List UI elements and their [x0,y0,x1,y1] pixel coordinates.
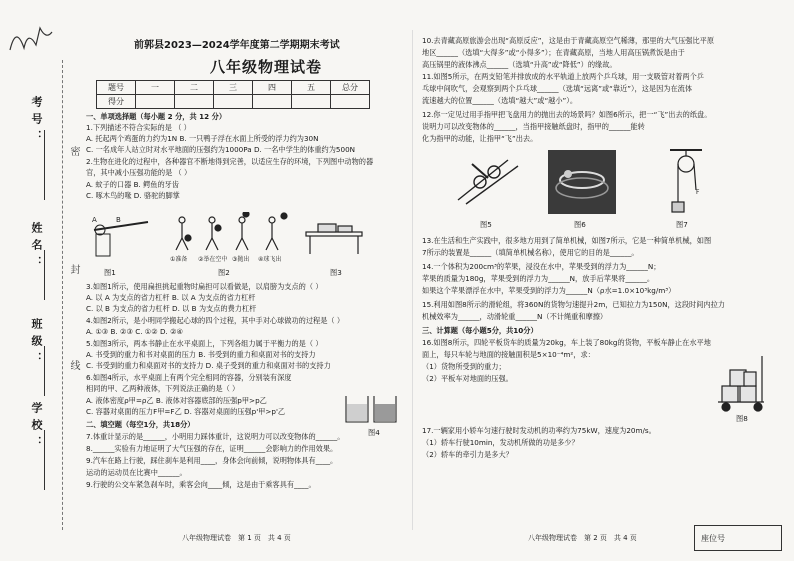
question-line: 2.生物在进化的过程中，各种器官不断地得到完善，以适应生存的环境，下列图中动物的器 [86,157,374,166]
score-cell[interactable] [292,95,331,109]
cut-line [62,60,63,530]
question-line: 8.______实验有力地证明了大气压强的存在，证明______会影响力的作用效果。 [86,444,338,453]
figure-8-handcart-with-boxes [714,352,770,414]
question-line: A. 液体密度ρ甲=ρ乙 B. 液体对容器底部的压强p甲>p乙 [86,396,267,405]
figure-7-caption: 图7 [676,220,688,229]
question-line: C. 一名成年人站立时对水平地面的压强约为1000Pa D. 一名中学生的体重约为500N [86,145,356,154]
question-line: C. 啄木鸟的喙 D. 骆驼的脚掌 [86,191,180,200]
question-line: C. 书受到的重力和桌面对书的支持力 D. 桌子受到的重力和桌面对书的支持力 [86,361,331,370]
figure-6-caption: 图6 [574,220,586,229]
question-line: 3.如图1所示，使用扁担挑起重物时扁担可以看做是，以肩膀为支点的（ ） [86,282,323,291]
question-line: 苹果的质量为180g，苹果受到的浮力为______N，放手后苹果将______。 [422,274,655,283]
score-cell: 得分 [97,95,136,109]
figure-7-pulley [666,148,706,218]
xingming-line [44,250,45,300]
figure-5-caption: 图5 [480,220,492,229]
question-line: 1.下列描述不符合实际的是 （ ） [86,123,191,132]
score-cell[interactable] [253,95,292,109]
seat-number-box[interactable] [694,525,782,551]
question-line: （2）轿车的牵引力是多大？ [422,450,513,459]
question-line: 一、单项选择题（每小题 2 分，共 12 分） [86,112,227,121]
fig2-label-4: ④球飞出 [258,256,282,263]
question-line: （1）轿车行驶10min，发动机所做的功是多少？ [422,438,579,447]
handwritten-scribble [6,20,56,60]
banji-label: 班级： [30,318,43,369]
xingming-label: 姓名： [30,222,43,273]
question-line: 7.体重计显示的是______，小明用力踩体重计，这说明力可以改变物体的______。 [86,432,345,441]
svg-text:B: B [116,216,121,224]
score-cell[interactable] [136,95,175,109]
score-cell: 题号 [97,81,136,95]
question-line: A. 书受到的重力和书对桌面的压力 B. 书受到的重力和桌面对书的支持力 [86,350,316,359]
figure-2-ball-lifting [170,212,290,256]
score-table-score-row [97,95,370,109]
score-cell[interactable] [175,95,214,109]
fig2-label-1: ①准备 [170,256,188,263]
question-line: 15.利用如图8所示的滑轮组，将360N的货物匀速提升2m，已知拉力为150N，这段时间内拉力 [422,300,725,309]
column-divider [412,30,413,530]
figure-5-pingpong-rails [452,150,528,212]
question-line: A. 以 A 为支点的省力杠杆 B. 以 A 为支点的省力杠杆 [86,293,256,302]
score-cell[interactable] [331,95,370,109]
question-line: 6.如图4所示，水平桌面上有两个完全相同的容器，分别装有深度 [86,373,292,382]
exam-subject-title: 八年级物理试卷 [210,58,323,76]
figure-4-caption: 图4 [368,428,380,437]
question-line: 13.在生活和生产实践中，很多地方用到了简单机械，如图7所示，它是一种简单机械，如图 [422,236,712,245]
question-line: （2）平板车对地面的压强。 [422,374,513,383]
question-line: 运动的运动员在比赛中______。 [86,468,187,477]
figure-2-caption: 图2 [218,268,230,277]
page-footer-right: 八年级物理试卷 第 2 页 共 4 页 [528,534,637,542]
question-line: A. 蚊子的口器 B. 鳄鱼的牙齿 [86,180,180,189]
question-line: 9.汽车在路上行驶，踩住刹车是利用____，身体会向前倾，说明物体具有____。 [86,456,338,465]
xuexiao-label: 学校： [30,402,43,453]
question-line: 机械效率为______，动滑轮重______N（不计绳重和摩擦） [422,312,608,321]
question-line: 高压锅里的液体沸点______（选填“升高”或“降低”）的缘故。 [422,60,617,69]
score-table-header-row [97,81,370,95]
mi-marker: 密 [68,146,79,156]
seat-number-label: 座位号 [701,533,725,543]
score-cell: 一 [136,81,175,95]
question-line: 17.一辆家用小轿车匀速行驶时发动机的功率约为75kW，速度为20m/s。 [422,426,656,435]
score-cell: 四 [253,81,292,95]
exam-header-title: 前郭县2023—2024学年度第二学期期末考试 [134,40,340,51]
question-line: 12.你一定见过用手指甲把飞盘用力的抛出去的场景吗？如图6所示，把一“飞”出去的纸盘。 [422,110,712,119]
question-line: C. 容器对桌面的压力F甲=F乙 D. 容器对桌面的压强p'甲>p'乙 [86,407,286,416]
question-line: 化为指甲的动能，让指甲“飞”出去。 [422,134,538,143]
score-cell: 总分 [331,81,370,95]
score-cell: 三 [214,81,253,95]
question-line: 乓球中间吹气，会观察到两个乒乓球______（选填“远离”或“靠近”），这是因为在流体 [422,84,693,93]
svg-text:F: F [696,189,700,196]
feng-marker: 封 [68,264,79,274]
question-line: 相同的甲、乙两种液体，下列说法正确的是（ ） [86,384,240,393]
banji-line [44,346,45,396]
figure-3-caption: 图3 [330,268,342,277]
figure-8-caption: 图8 [736,414,748,423]
xuexiao-line [44,430,45,490]
score-cell[interactable] [214,95,253,109]
question-line: 如果这个苹果漂浮在水中，苹果受到的浮力为______N（ρ水=1.0×10³kg/m³） [422,286,676,295]
figure-4-two-containers [344,392,400,428]
left-column [82,0,410,561]
question-line: 说明力可以改变物体的______，当指甲接触纸盘时，指甲的______能转 [422,122,645,131]
section-heading: 三、计算题（每小题5分，共10分） [422,326,538,335]
kaohao-label: 考号： [30,96,43,147]
score-cell: 二 [175,81,214,95]
question-line: 流速越大的位置______（选填“越大”或“越小”）。 [422,96,578,105]
question-line: 5.如图3所示，两本书静止在水平桌面上，下列各组力属于平衡力的是（ ） [86,339,323,348]
question-line: 14.一个体积为200cm³的苹果，浸没在水中，苹果受到的浮力为______N； [422,262,661,271]
kaohao-line [44,130,45,200]
svg-text:A: A [92,216,97,224]
section-heading: 二、填空题（每空1分，共18分） [86,420,195,429]
question-line: 11.如图5所示，在两支铅笔并排放成的水平轨道上放两个乒乓球，用一支吸管对着两个乒 [422,72,704,81]
question-line: 16.如图8所示，四轮平板货车的质量为20kg，车上装了80kg的货物，平板车静止在水平地 [422,338,711,347]
figure-1-carrying-pole [90,210,152,266]
question-line: 4.如图2所示，是小明同学搬起心球的四个过程，其中手对心球做功的过程是（ ） [86,316,345,325]
question-line: A. 托起两个鸡蛋的力约为1N B. 一只鸭子浮在水面上所受的浮力约为30N [86,134,319,143]
question-line: 7所示的装置是______（填简单机械名称），使用它的目的是______。 [422,248,639,257]
fig2-label-2: ②举在空中 [198,256,228,263]
score-cell: 五 [292,81,331,95]
question-line: C. 以 B 为支点的省力杠杆 D. 以 B 为支点的费力杠杆 [86,304,257,313]
question-line: 地区______（选填“大得多”或“小得多”）；在青藏高原，当地人用高压锅煮饭是由于 [422,48,685,57]
question-line: 面上，每只车轮与地面的接触面积是5×10⁻⁴m²，求： [422,350,595,359]
binding-strip [0,0,82,561]
figure-6-flying-plate-photo [548,150,616,214]
figure-3-books-on-table [300,218,368,258]
question-line: （1）货物所受到的重力； [422,362,506,371]
right-column [418,0,790,561]
question-line: 9.行驶的公交车紧急刹车时，乘客会向____倾，这是由于乘客具有____。 [86,480,316,489]
question-line: 10.去青藏高原旅游会出现“高原反应”，这是由于青藏高原空气稀薄，那里的大气压强比平原 [422,36,715,45]
figure-1-caption: 图1 [104,268,116,277]
page-footer-left: 八年级物理试卷 第 1 页 共 4 页 [182,534,291,542]
score-table [96,80,370,109]
question-line: A. ①③ B. ②③ C. ①② D. ②④ [86,327,183,336]
question-line: 官，其中减小压强功能的是 （ ） [86,168,192,177]
fig2-label-3: ③抛出 [232,256,250,263]
xian-marker: 线 [68,360,79,370]
